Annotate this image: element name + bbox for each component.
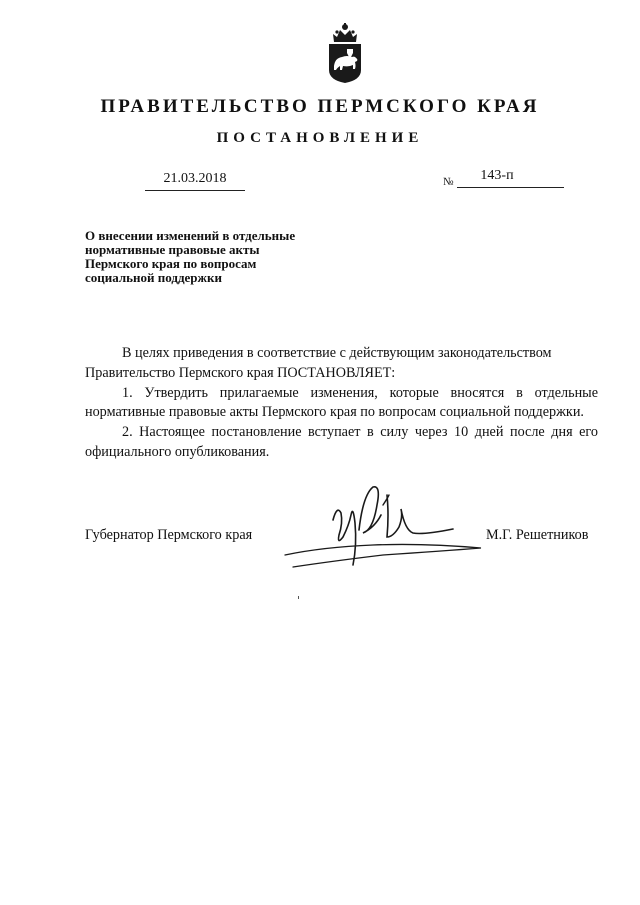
subject-line: О внесении изменений в отдельные — [85, 228, 296, 243]
subject-line: нормативные правовые акты — [85, 242, 260, 257]
scan-artifact — [298, 596, 299, 599]
date-underline — [145, 190, 245, 191]
intro-paragraph-line1: В целях приведения в соответствие с действующим законодательством — [122, 345, 552, 361]
document-body — [85, 344, 598, 463]
subject-line: Пермского края по вопросам — [85, 256, 257, 271]
intro-paragraph-line2: Правительство Пермского края ПОСТАНОВЛЯЕТ: — [85, 364, 396, 381]
signer-role: Губернатор Пермского края — [85, 527, 253, 543]
document-date: 21.03.2018 — [163, 171, 227, 186]
item-1: 1. Утвердить прилагаемые изменения, которые вносятся в отдельные нормативные правовые акты Пермского края по вопросам социальной поддержки. — [85, 384, 598, 421]
number-underline — [457, 187, 564, 188]
handwritten-signature — [263, 475, 488, 575]
document-subject — [85, 229, 335, 285]
document-number: 143-п — [480, 168, 514, 183]
government-title: ПРАВИТЕЛЬСТВО ПЕРМСКОГО КРАЯ — [100, 96, 540, 117]
perm-krai-coat-of-arms-icon — [325, 22, 365, 84]
subject-line: социальной поддержки — [85, 270, 222, 285]
number-sign: № — [443, 176, 454, 188]
item-2: 2. Настоящее постановление вступает в силу через 10 дней после дня его официального опубликования. — [85, 424, 598, 460]
document-type: ПОСТАНОВЛЕНИЕ — [216, 130, 424, 146]
signer-name: М.Г. Решетников — [486, 527, 589, 543]
